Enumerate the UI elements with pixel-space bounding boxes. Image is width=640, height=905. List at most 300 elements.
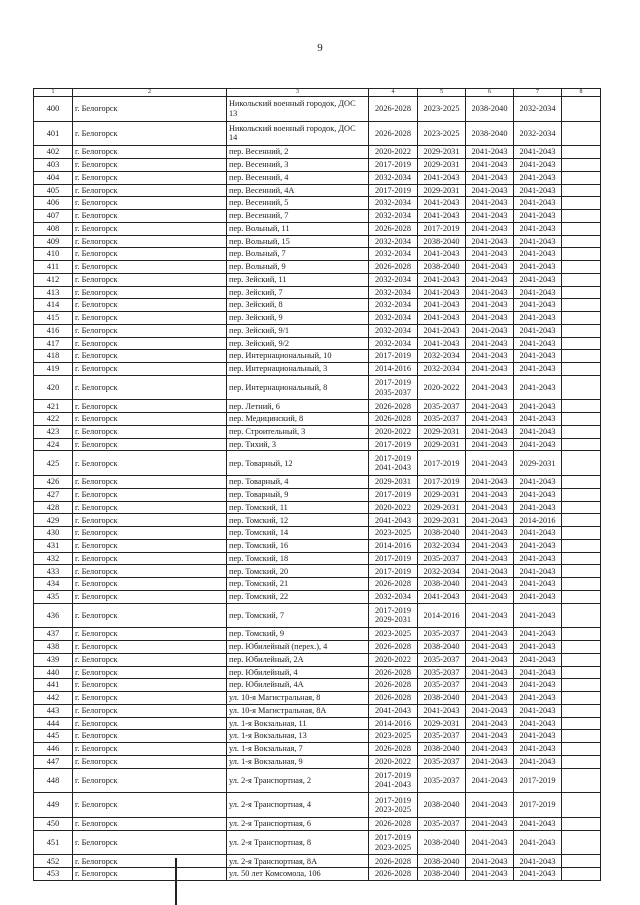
address-cell: пер. Томский, 7: [227, 603, 369, 628]
period-col4-cell: 2026-2028: [369, 692, 418, 705]
period-col7-cell: 2017-2019: [514, 768, 562, 793]
period-col6-cell: 2041-2043: [466, 755, 514, 768]
row-number: 405: [34, 184, 73, 197]
city-cell: г. Белогорск: [73, 299, 227, 312]
period-col7-cell: 2041-2043: [514, 413, 562, 426]
period-col5-cell: 2035-2037: [418, 679, 466, 692]
period-col6-cell: 2041-2043: [466, 565, 514, 578]
address-cell: пер. Томский, 14: [227, 527, 369, 540]
row-number: 412: [34, 273, 73, 286]
row-number: 452: [34, 855, 73, 868]
col8-cell: [562, 692, 601, 705]
period-col7-cell: 2041-2043: [514, 476, 562, 489]
col8-cell: [562, 868, 601, 881]
period-col6-cell: 2041-2043: [466, 653, 514, 666]
period-col5-cell: 2041-2043: [418, 248, 466, 261]
col8-cell: [562, 768, 601, 793]
col8-cell: [562, 552, 601, 565]
row-number: 447: [34, 755, 73, 768]
table-row: [34, 488, 601, 501]
period-col6-cell: 2041-2043: [466, 717, 514, 730]
address-cell: пер. Весенний, 3: [227, 159, 369, 172]
period-col4-cell: 2032-2034: [369, 235, 418, 248]
col8-cell: [562, 299, 601, 312]
period-col6-cell: 2041-2043: [466, 363, 514, 376]
city-cell: г. Белогорск: [73, 539, 227, 552]
address-cell: пер. Вольный, 11: [227, 222, 369, 235]
period-col6-cell: 2041-2043: [466, 793, 514, 818]
period-col4-cell: 2041-2043: [369, 704, 418, 717]
period-col7-cell: 2041-2043: [514, 197, 562, 210]
table-row: [34, 273, 601, 286]
period-col6-cell: 2041-2043: [466, 514, 514, 527]
period-col6-cell: 2041-2043: [466, 552, 514, 565]
city-cell: г. Белогорск: [73, 565, 227, 578]
period-col6-cell: 2041-2043: [466, 337, 514, 350]
period-col4-cell: 2026-2028: [369, 96, 418, 121]
col8-cell: [562, 476, 601, 489]
address-cell: пер. Вольный, 9: [227, 261, 369, 274]
row-number: 419: [34, 363, 73, 376]
row-number: 434: [34, 578, 73, 591]
row-number: 441: [34, 679, 73, 692]
address-cell: пер. Вольный, 7: [227, 248, 369, 261]
period-col6-cell: 2041-2043: [466, 641, 514, 654]
row-number: 429: [34, 514, 73, 527]
col8-cell: [562, 248, 601, 261]
table-row: [34, 539, 601, 552]
table-row: [34, 337, 601, 350]
period-col6-cell: 2041-2043: [466, 171, 514, 184]
address-cell: пер. Томский, 18: [227, 552, 369, 565]
period-col7-cell: 2032-2034: [514, 96, 562, 121]
col8-cell: [562, 350, 601, 363]
city-cell: г. Белогорск: [73, 248, 227, 261]
row-number: 443: [34, 704, 73, 717]
table-row: [34, 578, 601, 591]
table-row: [34, 768, 601, 793]
address-cell: пер. Весенний, 5: [227, 197, 369, 210]
period-col6-cell: 2041-2043: [466, 197, 514, 210]
period-col5-cell: 2038-2040: [418, 743, 466, 756]
table-row: [34, 248, 601, 261]
period-col6-cell: 2041-2043: [466, 312, 514, 325]
address-cell: пер. Медицинский, 8: [227, 413, 369, 426]
row-number: 404: [34, 171, 73, 184]
table-row: [34, 603, 601, 628]
row-number: 409: [34, 235, 73, 248]
row-number: 408: [34, 222, 73, 235]
table-row: [34, 476, 601, 489]
row-number: 426: [34, 476, 73, 489]
col8-cell: [562, 488, 601, 501]
table-row: [34, 210, 601, 223]
period-col7-cell: 2041-2043: [514, 704, 562, 717]
period-col7-cell: 2041-2043: [514, 552, 562, 565]
period-col5-cell: 2035-2037: [418, 817, 466, 830]
city-cell: г. Белогорск: [73, 488, 227, 501]
address-cell: ул. 1-я Вокзальная, 11: [227, 717, 369, 730]
table-row: [34, 692, 601, 705]
table-row: [34, 363, 601, 376]
address-cell: пер. Юбилейный, 4А: [227, 679, 369, 692]
period-col6-cell: 2041-2043: [466, 299, 514, 312]
period-col4-cell: 2017-2019 2029-2031: [369, 603, 418, 628]
table-row: [34, 743, 601, 756]
table-row: [34, 868, 601, 881]
col8-cell: [562, 96, 601, 121]
col8-cell: [562, 273, 601, 286]
city-cell: г. Белогорск: [73, 159, 227, 172]
period-col5-cell: 2020-2022: [418, 375, 466, 400]
row-number: 439: [34, 653, 73, 666]
period-col7-cell: 2041-2043: [514, 641, 562, 654]
address-cell: пер. Томский, 20: [227, 565, 369, 578]
period-col6-cell: 2041-2043: [466, 692, 514, 705]
table-row: [34, 501, 601, 514]
table-row: [34, 146, 601, 159]
city-cell: г. Белогорск: [73, 717, 227, 730]
table-row: [34, 704, 601, 717]
period-col6-cell: 2041-2043: [466, 413, 514, 426]
period-col4-cell: 2023-2025: [369, 730, 418, 743]
col8-cell: [562, 514, 601, 527]
period-col5-cell: 2035-2037: [418, 400, 466, 413]
row-number: 417: [34, 337, 73, 350]
city-cell: г. Белогорск: [73, 590, 227, 603]
table-row: [34, 730, 601, 743]
col8-cell: [562, 184, 601, 197]
city-cell: г. Белогорск: [73, 121, 227, 146]
period-col5-cell: 2029-2031: [418, 425, 466, 438]
period-col6-cell: 2041-2043: [466, 488, 514, 501]
period-col5-cell: 2029-2031: [418, 438, 466, 451]
row-number: 410: [34, 248, 73, 261]
col8-cell: [562, 197, 601, 210]
address-cell: пер. Интернациональный, 3: [227, 363, 369, 376]
period-col7-cell: 2041-2043: [514, 210, 562, 223]
period-col4-cell: 2017-2019: [369, 565, 418, 578]
period-col7-cell: 2041-2043: [514, 830, 562, 855]
address-cell: ул. 1-я Вокзальная, 7: [227, 743, 369, 756]
city-cell: г. Белогорск: [73, 350, 227, 363]
period-col7-cell: 2041-2043: [514, 539, 562, 552]
column-header: 3: [227, 89, 369, 97]
row-number: 415: [34, 312, 73, 325]
period-col4-cell: 2032-2034: [369, 299, 418, 312]
row-number: 427: [34, 488, 73, 501]
city-cell: г. Белогорск: [73, 514, 227, 527]
period-col7-cell: 2041-2043: [514, 235, 562, 248]
period-col5-cell: 2038-2040: [418, 527, 466, 540]
address-cell: пер. Томский, 12: [227, 514, 369, 527]
city-cell: г. Белогорск: [73, 197, 227, 210]
period-col7-cell: 2041-2043: [514, 527, 562, 540]
period-col6-cell: 2041-2043: [466, 743, 514, 756]
period-col7-cell: 2041-2043: [514, 717, 562, 730]
city-cell: г. Белогорск: [73, 210, 227, 223]
col8-cell: [562, 324, 601, 337]
period-col5-cell: 2032-2034: [418, 350, 466, 363]
period-col7-cell: 2041-2043: [514, 375, 562, 400]
table-row: [34, 565, 601, 578]
col8-cell: [562, 717, 601, 730]
period-col5-cell: 2041-2043: [418, 337, 466, 350]
city-cell: г. Белогорск: [73, 653, 227, 666]
row-number: 414: [34, 299, 73, 312]
city-cell: г. Белогорск: [73, 628, 227, 641]
period-col5-cell: 2041-2043: [418, 197, 466, 210]
col8-cell: [562, 730, 601, 743]
col8-cell: [562, 171, 601, 184]
row-number: 448: [34, 768, 73, 793]
period-col4-cell: 2017-2019 2023-2025: [369, 830, 418, 855]
city-cell: г. Белогорск: [73, 830, 227, 855]
period-col5-cell: 2014-2016: [418, 603, 466, 628]
period-col5-cell: 2038-2040: [418, 793, 466, 818]
period-col5-cell: 2038-2040: [418, 855, 466, 868]
period-col7-cell: 2041-2043: [514, 299, 562, 312]
period-col5-cell: 2041-2043: [418, 286, 466, 299]
period-col7-cell: 2041-2043: [514, 350, 562, 363]
address-cell: ул. 10-я Магистральная, 8А: [227, 704, 369, 717]
col8-cell: [562, 743, 601, 756]
col8-cell: [562, 375, 601, 400]
period-col6-cell: 2041-2043: [466, 286, 514, 299]
period-col4-cell: 2026-2028: [369, 679, 418, 692]
row-number: 400: [34, 96, 73, 121]
city-cell: г. Белогорск: [73, 793, 227, 818]
period-col5-cell: 2041-2043: [418, 171, 466, 184]
address-cell: пер. Строительный, 3: [227, 425, 369, 438]
period-col7-cell: 2014-2016: [514, 514, 562, 527]
city-cell: г. Белогорск: [73, 603, 227, 628]
city-cell: г. Белогорск: [73, 337, 227, 350]
table-row: [34, 400, 601, 413]
address-cell: ул. 2-я Транспортная, 2: [227, 768, 369, 793]
city-cell: г. Белогорск: [73, 578, 227, 591]
table-row: [34, 299, 601, 312]
period-col4-cell: 2026-2028: [369, 666, 418, 679]
address-cell: пер. Зейский, 7: [227, 286, 369, 299]
period-col4-cell: 2029-2031: [369, 476, 418, 489]
period-col5-cell: 2023-2025: [418, 96, 466, 121]
city-cell: г. Белогорск: [73, 451, 227, 476]
period-col7-cell: 2041-2043: [514, 159, 562, 172]
city-cell: г. Белогорск: [73, 184, 227, 197]
period-col6-cell: 2041-2043: [466, 400, 514, 413]
period-col5-cell: 2041-2043: [418, 273, 466, 286]
period-col5-cell: 2029-2031: [418, 146, 466, 159]
col8-cell: [562, 210, 601, 223]
period-col6-cell: 2041-2043: [466, 235, 514, 248]
table-row: [34, 375, 601, 400]
period-col7-cell: 2041-2043: [514, 755, 562, 768]
period-col4-cell: 2032-2034: [369, 210, 418, 223]
city-cell: г. Белогорск: [73, 552, 227, 565]
city-cell: г. Белогорск: [73, 413, 227, 426]
row-number: 453: [34, 868, 73, 881]
address-cell: пер. Юбилейный, 2А: [227, 653, 369, 666]
address-cell: ул. 2-я Транспортная, 4: [227, 793, 369, 818]
period-col5-cell: 2029-2031: [418, 514, 466, 527]
city-cell: г. Белогорск: [73, 730, 227, 743]
period-col4-cell: 2032-2034: [369, 273, 418, 286]
address-cell: пер. Зейский, 8: [227, 299, 369, 312]
table-row: [34, 261, 601, 274]
table-row: [34, 438, 601, 451]
row-number: 432: [34, 552, 73, 565]
period-col5-cell: 2038-2040: [418, 578, 466, 591]
address-cell: пер. Томский, 9: [227, 628, 369, 641]
city-cell: г. Белогорск: [73, 171, 227, 184]
city-cell: г. Белогорск: [73, 679, 227, 692]
city-cell: г. Белогорск: [73, 324, 227, 337]
address-cell: пер. Томский, 16: [227, 539, 369, 552]
table-row: [34, 171, 601, 184]
period-col4-cell: 2017-2019 2035-2037: [369, 375, 418, 400]
col8-cell: [562, 704, 601, 717]
period-col4-cell: 2026-2028: [369, 641, 418, 654]
city-cell: г. Белогорск: [73, 438, 227, 451]
period-col5-cell: 2038-2040: [418, 235, 466, 248]
col8-cell: [562, 527, 601, 540]
period-col6-cell: 2041-2043: [466, 146, 514, 159]
table-row: [34, 641, 601, 654]
period-col6-cell: 2041-2043: [466, 425, 514, 438]
row-number: 418: [34, 350, 73, 363]
col8-cell: [562, 855, 601, 868]
period-col5-cell: 2029-2031: [418, 488, 466, 501]
address-cell: пер. Весенний, 2: [227, 146, 369, 159]
period-col4-cell: 2026-2028: [369, 121, 418, 146]
address-cell: пер. Товарный, 4: [227, 476, 369, 489]
col8-cell: [562, 830, 601, 855]
table-row: [34, 590, 601, 603]
period-col7-cell: 2032-2034: [514, 121, 562, 146]
period-col4-cell: 2020-2022: [369, 501, 418, 514]
period-col6-cell: 2041-2043: [466, 855, 514, 868]
address-cell: пер. Томский, 11: [227, 501, 369, 514]
period-col4-cell: 2032-2034: [369, 324, 418, 337]
period-col6-cell: 2041-2043: [466, 578, 514, 591]
period-col5-cell: 2041-2043: [418, 312, 466, 325]
table-row: [34, 755, 601, 768]
period-col7-cell: 2041-2043: [514, 400, 562, 413]
page-number: 9: [317, 42, 323, 54]
row-number: 401: [34, 121, 73, 146]
table-row: [34, 222, 601, 235]
city-cell: г. Белогорск: [73, 425, 227, 438]
row-number: 436: [34, 603, 73, 628]
period-col5-cell: 2035-2037: [418, 653, 466, 666]
address-cell: пер. Юбилейный, 4: [227, 666, 369, 679]
period-col4-cell: 2023-2025: [369, 527, 418, 540]
period-col6-cell: 2041-2043: [466, 868, 514, 881]
city-cell: г. Белогорск: [73, 222, 227, 235]
period-col4-cell: 2017-2019: [369, 488, 418, 501]
period-col5-cell: 2035-2037: [418, 755, 466, 768]
period-col4-cell: 2026-2028: [369, 868, 418, 881]
period-col7-cell: 2041-2043: [514, 501, 562, 514]
city-cell: г. Белогорск: [73, 704, 227, 717]
table-row: [34, 350, 601, 363]
col8-cell: [562, 641, 601, 654]
city-cell: г. Белогорск: [73, 641, 227, 654]
period-col5-cell: 2029-2031: [418, 159, 466, 172]
period-col7-cell: 2041-2043: [514, 171, 562, 184]
period-col6-cell: 2041-2043: [466, 830, 514, 855]
table-row: [34, 552, 601, 565]
period-col7-cell: 2041-2043: [514, 222, 562, 235]
period-col4-cell: 2026-2028: [369, 743, 418, 756]
col8-cell: [562, 501, 601, 514]
row-number: 435: [34, 590, 73, 603]
period-col7-cell: 2041-2043: [514, 666, 562, 679]
table-row: [34, 451, 601, 476]
period-col5-cell: 2038-2040: [418, 868, 466, 881]
period-col6-cell: 2041-2043: [466, 273, 514, 286]
period-col4-cell: 2017-2019: [369, 438, 418, 451]
address-cell: пер. Весенний, 7: [227, 210, 369, 223]
period-col4-cell: 2032-2034: [369, 312, 418, 325]
period-col5-cell: 2032-2034: [418, 565, 466, 578]
period-col6-cell: 2041-2043: [466, 704, 514, 717]
period-col4-cell: 2020-2022: [369, 425, 418, 438]
row-number: 449: [34, 793, 73, 818]
period-col7-cell: 2041-2043: [514, 578, 562, 591]
col8-cell: [562, 438, 601, 451]
city-cell: г. Белогорск: [73, 235, 227, 248]
period-col6-cell: 2041-2043: [466, 324, 514, 337]
city-cell: г. Белогорск: [73, 375, 227, 400]
row-number: 420: [34, 375, 73, 400]
col8-cell: [562, 363, 601, 376]
period-col7-cell: 2041-2043: [514, 692, 562, 705]
col8-cell: [562, 159, 601, 172]
period-col4-cell: 2020-2022: [369, 755, 418, 768]
table-row: [34, 527, 601, 540]
period-col6-cell: 2041-2043: [466, 539, 514, 552]
city-cell: г. Белогорск: [73, 768, 227, 793]
city-cell: г. Белогорск: [73, 755, 227, 768]
row-number: 423: [34, 425, 73, 438]
table-row: [34, 312, 601, 325]
period-col5-cell: 2035-2037: [418, 628, 466, 641]
row-number: 433: [34, 565, 73, 578]
city-cell: г. Белогорск: [73, 363, 227, 376]
period-col6-cell: 2041-2043: [466, 768, 514, 793]
row-number: 422: [34, 413, 73, 426]
period-col7-cell: 2041-2043: [514, 337, 562, 350]
col8-cell: [562, 653, 601, 666]
table-row: [34, 96, 601, 121]
period-col4-cell: 2017-2019 2023-2025: [369, 793, 418, 818]
period-col6-cell: 2041-2043: [466, 603, 514, 628]
period-col7-cell: 2041-2043: [514, 743, 562, 756]
period-col6-cell: 2041-2043: [466, 261, 514, 274]
address-cell: пер. Зейский, 9: [227, 312, 369, 325]
row-number: 424: [34, 438, 73, 451]
col8-cell: [562, 312, 601, 325]
col8-cell: [562, 337, 601, 350]
period-col7-cell: 2041-2043: [514, 565, 562, 578]
column-header: 7: [514, 89, 562, 97]
address-cell: пер. Весенний, 4: [227, 171, 369, 184]
address-cell: ул. 10-я Магистральная, 8: [227, 692, 369, 705]
row-number: 450: [34, 817, 73, 830]
period-col6-cell: 2041-2043: [466, 350, 514, 363]
